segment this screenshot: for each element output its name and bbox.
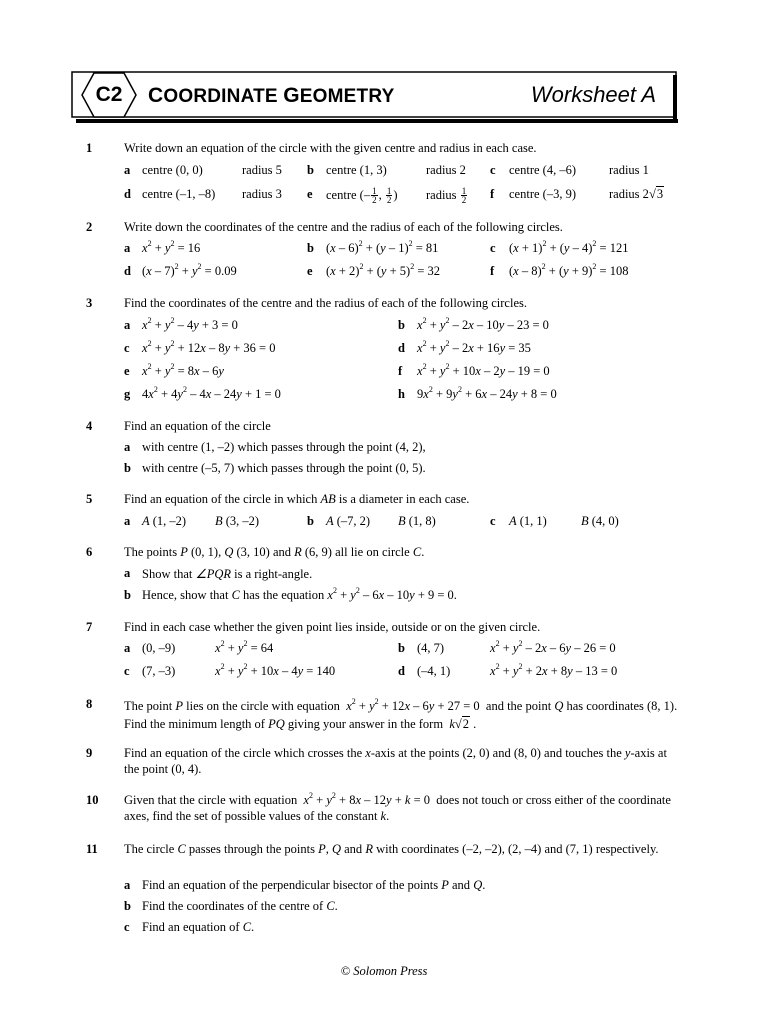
- part-label: b: [307, 163, 314, 177]
- question-text: The point P lies on the circle with equation $x^2 + y^2 + 12x - 6y + 27 = 0$ and the point Q has coordinates (8, 1). Find the minimum length of PQ giving your answer in the form k√2 .: [124, 697, 678, 731]
- part-label: e: [307, 187, 313, 201]
- part-label: e: [124, 364, 130, 378]
- part-label: a: [124, 566, 131, 580]
- q11-row-c: [0, 920, 768, 938]
- radius-value: radius 1: [609, 163, 649, 177]
- part-label: f: [490, 187, 495, 201]
- part-label: c: [490, 163, 496, 177]
- worksheet-header: [70, 71, 678, 123]
- q1-row-2: [0, 187, 768, 205]
- part-label: a: [124, 318, 131, 332]
- radius-value: radius 5: [242, 163, 282, 177]
- question-number: 7: [86, 620, 93, 634]
- question-number: 10: [86, 793, 99, 807]
- part-label: d: [398, 664, 405, 678]
- q4-row-a: [0, 440, 768, 458]
- part-label: d: [124, 187, 131, 201]
- question-number: 9: [86, 746, 93, 760]
- q3-row-3: [0, 364, 768, 382]
- footer-copyright: © Solomon Press: [340, 964, 428, 978]
- point-value: (4, 7): [417, 641, 445, 655]
- equation: $9x^2 + 9y^2 + 6x - 24y + 8 = 0$: [417, 385, 557, 401]
- point-a: A (1, 1): [509, 514, 547, 528]
- question-number: 3: [86, 296, 93, 310]
- question-text: Find an equation of the circle which crosses the x-axis at the points (2, 0) and (8, 0) and touches the y-axis at the point (0, 4).: [124, 746, 667, 776]
- q11-row-b: [0, 899, 768, 917]
- radius-value: radius 3: [242, 187, 282, 201]
- part-label: b: [124, 588, 131, 602]
- q3-row-2: [0, 341, 768, 359]
- question-text: Find an equation of the circle in which AB is a diameter in each case.: [124, 492, 470, 506]
- part-label: b: [307, 514, 314, 528]
- question-text: Write down an equation of the circle with the given centre and radius in each case.: [124, 141, 537, 155]
- part-text: Find an equation of the perpendicular bisector of the points P and Q.: [142, 878, 486, 892]
- part-label: c: [490, 514, 496, 528]
- part-label: g: [124, 387, 131, 401]
- question-text: The points P (0, 1), Q (3, 10) and R (6, 9) all lie on circle C.: [124, 545, 425, 559]
- point-a: A (1, –2): [142, 514, 187, 528]
- q6-row-b: [0, 588, 768, 606]
- chapter-code: C2: [95, 83, 123, 106]
- question-number: 2: [86, 220, 93, 234]
- question-text: Find an equation of the circle: [124, 419, 271, 433]
- radius-value: radius 2: [426, 163, 466, 177]
- part-label: c: [124, 920, 130, 934]
- equation: $x^2 + y^2 - 2x - 6y - 26 = 0$: [490, 639, 616, 655]
- point-value: (0, –9): [142, 641, 176, 655]
- equation: $x^2 + y^2 + 12x - 8y + 36 = 0$: [142, 339, 276, 355]
- point-value: (7, –3): [142, 664, 176, 678]
- centre-value: centre (–1, –8): [142, 187, 216, 201]
- part-label: h: [398, 387, 405, 401]
- question-number: 6: [86, 545, 93, 559]
- equation: $x^2 + y^2 + 2x + 8y - 13 = 0$: [490, 662, 618, 678]
- q6-row-a: [0, 566, 768, 584]
- part-text: with centre (1, –2) which passes through the point (4, 2),: [142, 440, 426, 454]
- equation: $x^2 + y^2 = 16$: [142, 239, 201, 255]
- q5-row: [0, 514, 768, 532]
- part-label: c: [124, 341, 130, 355]
- part-label: b: [398, 641, 405, 655]
- equation: $x^2 + y^2 + 10x - 4y = 140$: [215, 662, 336, 678]
- part-label: d: [124, 264, 131, 278]
- q1-row-1: [0, 163, 768, 181]
- equation: $4x^2 + 4y^2 - 4x - 24y + 1 = 0$: [142, 385, 281, 401]
- radius-value: radius 2√3: [609, 187, 664, 201]
- part-text: Hence, show that C has the equation $x^2 + y^2 - 6x - 10y + 9 = 0$.: [142, 586, 457, 602]
- equation: $x^2 + y^2 = 8x - 6y$: [142, 362, 224, 378]
- q7-row-2: [0, 664, 768, 682]
- question-text: Find in each case whether the given point lies inside, outside or on the given circle.: [124, 620, 541, 634]
- question-number: 4: [86, 419, 93, 433]
- equation: $x^2 + y^2 + 10x - 2y - 19 = 0$: [417, 362, 550, 378]
- part-label: d: [398, 341, 405, 355]
- question-text: Given that the circle with equation $x^2 + y^2 + 8x - 12y + k = 0$ does not touch or cross either of the coordinate axes, find the set of possible values of the constant k.: [124, 791, 671, 823]
- centre-value: centre (1, 3): [326, 163, 387, 177]
- page-title: COORDINATE GEOMETRY: [148, 84, 395, 107]
- question-number: 11: [86, 842, 98, 856]
- radius-value: radius $\frac{1}{2}$: [426, 186, 467, 205]
- part-label: e: [307, 264, 313, 278]
- question-text: The circle C passes through the points P, Q and R with coordinates (–2, –2), (2, –4) and (7, 1) respectively.: [124, 842, 659, 856]
- point-b: B (4, 0): [581, 514, 619, 528]
- equation: $x^2 + y^2 = 64$: [215, 639, 274, 655]
- point-b: B (3, –2): [215, 514, 260, 528]
- point-b: B (1, 8): [398, 514, 436, 528]
- part-label: a: [124, 514, 131, 528]
- part-label: a: [124, 878, 131, 892]
- equation: $x^2 + y^2 - 2x - 10y - 23 = 0$: [417, 316, 549, 332]
- part-text: with centre (–5, 7) which passes through the point (0, 5).: [142, 461, 426, 475]
- equation: $(x + 1)^2 + (y - 4)^2 = 121$: [509, 239, 629, 255]
- part-text: Find the coordinates of the centre of C.: [142, 899, 338, 913]
- part-label: f: [490, 264, 495, 278]
- worksheet-label: Worksheet A: [530, 82, 656, 107]
- q3-row-4: [0, 387, 768, 405]
- q11-row-a: [0, 878, 768, 896]
- q2-row-2: [0, 264, 768, 282]
- part-label: a: [124, 241, 131, 255]
- equation: $x^2 + y^2 - 4y + 3 = 0$: [142, 316, 238, 332]
- question-number: 8: [86, 697, 93, 711]
- part-label: b: [124, 461, 131, 475]
- equation: $x^2 + y^2 - 2x + 16y = 35$: [417, 339, 531, 355]
- point-value: (–4, 1): [417, 664, 451, 678]
- part-label: b: [398, 318, 405, 332]
- equation: $(x - 7)^2 + y^2 = 0.09$: [142, 262, 237, 278]
- centre-value: centre (–3, 9): [509, 187, 576, 201]
- equation: $(x + 2)^2 + (y + 5)^2 = 32$: [326, 262, 441, 278]
- equation: (x – 6)$^2$ + (y – 1)$^2$ = 81: [326, 239, 439, 255]
- question-number: 5: [86, 492, 93, 506]
- part-label: f: [398, 364, 403, 378]
- part-label: a: [124, 641, 131, 655]
- q7-row-1: [0, 641, 768, 659]
- part-text: Show that ∠PQR is a right-angle.: [142, 567, 313, 581]
- part-label: b: [307, 241, 314, 255]
- part-label: c: [124, 664, 130, 678]
- part-label: a: [124, 440, 131, 454]
- part-label: c: [490, 241, 496, 255]
- point-a: A (–7, 2): [326, 514, 371, 528]
- question-text: Write down the coordinates of the centre and the radius of each of the following circles.: [124, 220, 563, 234]
- q4-row-b: [0, 461, 768, 479]
- centre-value: centre (– $\frac{1}{2}$ , $\frac{1}{2}$ ): [326, 186, 398, 205]
- centre-value: centre (0, 0): [142, 163, 203, 177]
- part-text: Find an equation of C.: [142, 920, 255, 934]
- question-number: 1: [86, 141, 93, 155]
- equation: $(x - 8)^2 + (y + 9)^2 = 108$: [509, 262, 629, 278]
- q2-row-1: [0, 241, 768, 259]
- q3-row-1: [0, 318, 768, 336]
- question-text: Find the coordinates of the centre and the radius of each of the following circles.: [124, 296, 527, 310]
- part-label: b: [124, 899, 131, 913]
- centre-value: centre (4, –6): [509, 163, 576, 177]
- part-label: a: [124, 163, 131, 177]
